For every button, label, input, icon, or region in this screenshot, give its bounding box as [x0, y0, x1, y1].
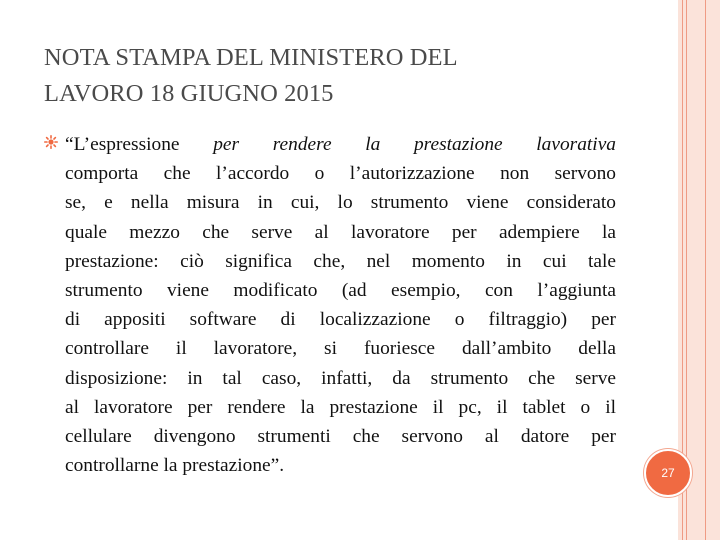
title-line-2: LAVORO 18 GIUGNO 2015: [44, 80, 334, 107]
decorative-side-line: [705, 0, 706, 540]
quote-line: se, e nella misura in cui, lo strumento viene considerato: [65, 192, 616, 214]
quote-line: [65, 130, 616, 159]
quote-line: controllare il lavoratore, si fuoriesce dall’ambito della: [65, 338, 616, 360]
quote-line: controllarne la prestazione”.: [65, 455, 285, 477]
quote-line: comporta che l’accordo o l’autorizzazione non servono: [65, 163, 616, 185]
quote-line: prestazione: ciò significa che, nel momento in cui tale: [65, 250, 616, 272]
quote-opening-text: “L’espressione: [65, 134, 180, 155]
quote-line: strumento viene modificato (ad esempio, con l’aggiunta: [65, 280, 616, 302]
quote-line: di appositi software di localizzazione o filtraggio) per: [65, 309, 616, 331]
quote-paragraph: [65, 130, 616, 480]
quote-italic-phrase: per rendere la prestazione lavorativa: [213, 134, 616, 155]
slide-title: [44, 40, 644, 112]
page-number-badge: 27: [644, 449, 692, 497]
sun-bullet-icon: [44, 135, 58, 149]
quote-line: quale mezzo che serve al lavoratore per adempiere la: [65, 221, 616, 243]
title-line-1: NOTA STAMPA DEL MINISTERO DEL: [44, 44, 458, 71]
quote-line: cellulare divengono strumenti che servono al datore per: [65, 426, 616, 448]
quote-line: al lavoratore per rendere la prestazione il pc, il tablet o il: [65, 396, 616, 418]
quote-line: disposizione: in tal caso, infatti, da strumento che serve: [65, 367, 616, 389]
